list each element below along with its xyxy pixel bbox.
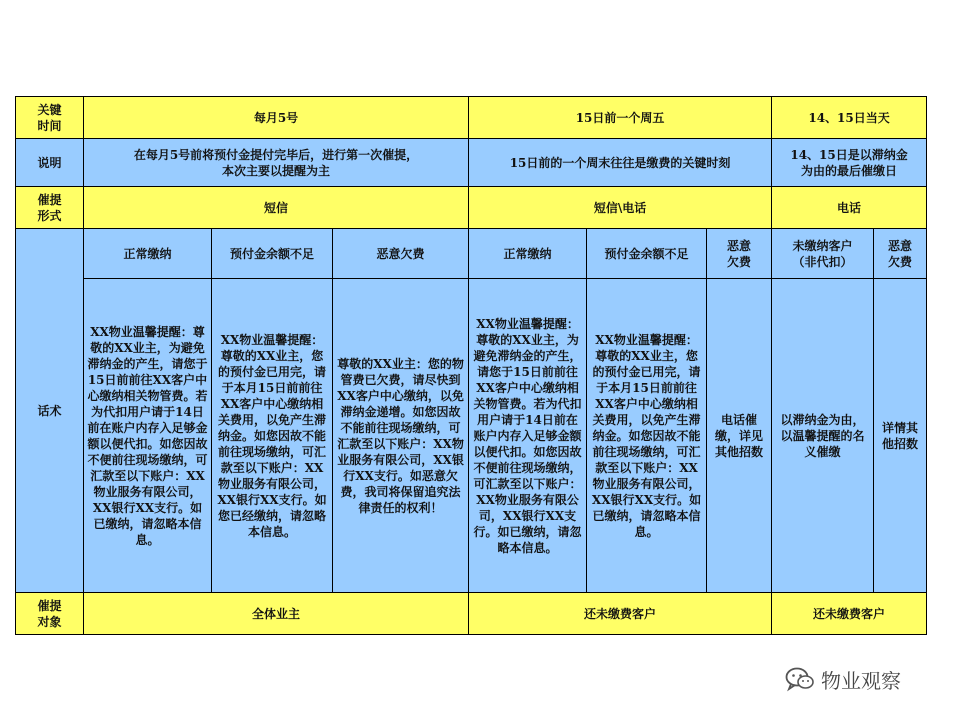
form-col1: 短信 (84, 187, 469, 229)
watermark-text: 物业观察 (821, 668, 901, 693)
explanation-row (16, 139, 927, 187)
form-col3: 电话 (772, 187, 927, 229)
script-text-malicious-2: 电话催缴，详见其他招数 (707, 279, 772, 593)
row-label-key-time: 关键 时间 (16, 97, 84, 139)
target-col3: 还未缴费客户 (772, 593, 927, 635)
script-text-normal-2: XX物业温馨提醒：尊敬的XX业主，为避免滞纳金的产生，请您于15日前前往XX客户中心缴纳相关物管费。若为代扣用户请于14日前在账户内存入足够金额以便代扣。如您因故不便前往现场缴纳，可汇款至以下账户：XX物业服务有限公司，XX银行XX支行。如已缴纳，请忽略本信息。 (469, 279, 587, 593)
form-row (16, 187, 927, 229)
watermark (785, 664, 945, 694)
target-col1: 全体业主 (84, 593, 469, 635)
subheader-normal-1: 正常缴纳 (84, 229, 212, 279)
script-text-malicious-1: 尊敬的XX业主：您的物管费已欠费，请尽快到XX客户中心缴纳，以免滞纳金递增。如您因故不能前往现场缴纳，可汇款至以下账户：XX物业服务有限公司，XX银行XX支行。如恶意欠费，我司将保留追究法律责任的权利！ (333, 279, 469, 593)
collection-schedule-table (15, 96, 927, 635)
key-time-col2: 15日前一个周五 (469, 97, 772, 139)
target-row (16, 593, 927, 635)
target-col2: 还未缴费客户 (469, 593, 772, 635)
row-label-script: 话术 (16, 229, 84, 593)
subheader-malicious-3: 恶意 欠费 (874, 229, 927, 279)
subheader-insufficient-2: 预付金余额不足 (587, 229, 707, 279)
row-label-target: 催提 对象 (16, 593, 84, 635)
script-text-insufficient-2: XX物业温馨提醒：尊敬的XX业主，您的预付金已用完，请于本月15日前前往XX客户中心缴纳相关费用，以免产生滞纳金。如您因故不能前往现场缴纳，可汇款至以下账户：XX物业服务有限公司，XX银行XX支行。如已缴纳，请忽略本信息。 (587, 279, 707, 593)
key-time-col3: 14、15日当天 (772, 97, 927, 139)
row-label-form: 催提 形式 (16, 187, 84, 229)
script-text-insufficient-1: XX物业温馨提醒：尊敬的XX业主，您的预付金已用完，请于本月15日前前往XX客户中心缴纳相关费用，以免产生滞纳金。如您因故不能前往现场缴纳，可汇款至以下账户：XX物业服务有限公司，XX银行XX支行。如您已经缴纳，请忽略本信息。 (212, 279, 333, 593)
script-text-unpaid-3: 以滞纳金为由，以温馨提醒的名义催缴 (772, 279, 874, 593)
script-text-row (16, 279, 927, 593)
explanation-col3: 14、15日是以滞纳金 为由的最后催缴日 (772, 139, 927, 187)
script-text-normal-1: XX物业温馨提醒：尊敬的XX业主，为避免滞纳金的产生，请您于15日前前往XX客户中心缴纳相关物管费。若为代扣用户请于14日前在账户内存入足够金额以便代扣。如您因故不便前往现场缴纳，可汇款至以下账户：XX物业服务有限公司，XX银行XX支行。如已缴纳，请忽略本信息。 (84, 279, 212, 593)
subheader-normal-2: 正常缴纳 (469, 229, 587, 279)
subheader-malicious-1: 恶意欠费 (333, 229, 469, 279)
key-time-row (16, 97, 927, 139)
script-text-malicious-3: 详情其他招数 (874, 279, 927, 593)
subheader-insufficient-1: 预付金余额不足 (212, 229, 333, 279)
form-col2: 短信\电话 (469, 187, 772, 229)
subheader-unpaid-3: 未缴纳客户 （非代扣） (772, 229, 874, 279)
explanation-col2: 15日前的一个周末往往是缴费的关键时刻 (469, 139, 772, 187)
row-label-explanation: 说明 (16, 139, 84, 187)
script-subheader-row (16, 229, 927, 279)
wechat-icon (785, 666, 815, 692)
explanation-col1: 在每月5号前将预付金提付完毕后，进行第一次催提， 本次主要以提醒为主 (84, 139, 469, 187)
key-time-col1: 每月5号 (84, 97, 469, 139)
subheader-malicious-2: 恶意 欠费 (707, 229, 772, 279)
